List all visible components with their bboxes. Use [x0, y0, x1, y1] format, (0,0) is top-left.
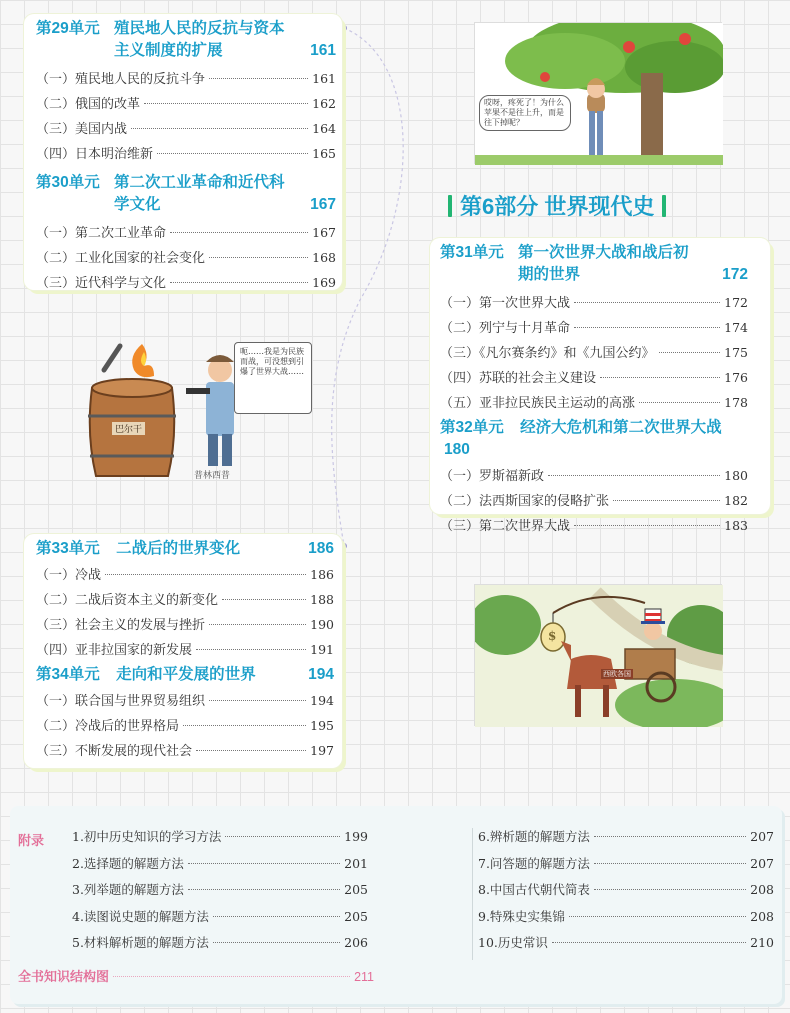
unit-34-page: 194 — [308, 666, 334, 683]
appendix-item-page: 207 — [750, 855, 774, 871]
unit-33-name: 二战后的世界变化 — [116, 540, 241, 557]
leader-dots — [574, 525, 720, 526]
uncle-sam-cart-illustration — [474, 584, 722, 726]
appendix-item-page: 206 — [344, 935, 368, 950]
leader-dots — [144, 103, 308, 104]
toc-item-label: （三）美国内战 — [36, 122, 128, 137]
leader-dots — [222, 599, 306, 600]
whole-book-structure[interactable] — [18, 964, 374, 989]
toc-item[interactable] — [440, 340, 748, 365]
toc-item-label: （五）亚非拉民族民主运动的高涨 — [440, 396, 636, 411]
toc-item[interactable] — [440, 290, 748, 315]
part-6-title-text: 第6部分 世界现代史 — [460, 194, 655, 219]
leader-dots — [209, 257, 308, 258]
horse-label: 西欧各国 — [603, 670, 631, 678]
appendix-panel — [10, 806, 782, 1004]
appendix-item-page: 201 — [344, 855, 368, 871]
unit-card-33-34 — [24, 534, 342, 768]
unit-29-title[interactable] — [36, 18, 336, 62]
unit-34-label: 第34单元 — [36, 666, 100, 683]
toc-item-page: 176 — [724, 370, 748, 385]
toc-item-page: 168 — [312, 250, 336, 265]
toc-item[interactable] — [36, 270, 336, 295]
toc-item[interactable] — [36, 141, 336, 166]
unit-29-label: 第29单元 — [36, 20, 100, 37]
toc-item-page: 190 — [310, 617, 334, 632]
toc-item-page: 191 — [310, 642, 334, 657]
newton-speech-bubble — [479, 95, 571, 131]
unit-31-title[interactable] — [440, 242, 748, 286]
appendix-right-column — [478, 824, 774, 957]
toc-item[interactable] — [36, 587, 334, 612]
toc-item[interactable] — [36, 245, 336, 270]
horse-cart-icon — [475, 585, 723, 727]
leader-dots — [131, 128, 308, 129]
appendix-left-column — [72, 824, 368, 957]
toc-item-label: （二）冷战后的世界格局 — [36, 719, 180, 734]
unit-33-label: 第33单元 — [36, 540, 100, 557]
appendix-item-label: 3.列举题的解题方法 — [72, 882, 184, 897]
appendix-item-label: 1.初中历史知识的学习方法 — [72, 829, 222, 844]
leader-dots — [213, 942, 340, 943]
toc-item[interactable] — [440, 315, 748, 340]
appendix-item-page: 208 — [750, 882, 774, 897]
leader-dots — [213, 916, 340, 917]
unit-card-31-32 — [430, 238, 770, 534]
unit-card-29-30 — [24, 14, 342, 290]
toc-item-page: 167 — [312, 225, 336, 240]
toc-item-label: （二）二战后资本主义的新变化 — [36, 593, 219, 608]
toc-item[interactable] — [36, 116, 336, 141]
appendix-item-page: 208 — [750, 908, 774, 924]
unit-31-label: 第31单元 — [440, 244, 504, 261]
toc-item[interactable] — [36, 637, 334, 662]
leader-dots — [225, 836, 340, 837]
money-sign: $ — [548, 629, 557, 643]
leader-dots — [188, 889, 340, 890]
toc-item-page: 172 — [724, 295, 748, 310]
toc-item-label: （三）不断发展的现代社会 — [36, 744, 193, 759]
toc-item[interactable] — [36, 220, 336, 245]
toc-item[interactable] — [36, 738, 334, 763]
toc-item[interactable] — [440, 390, 748, 415]
appendix-item-label: 9.特殊史实集锦 — [478, 908, 565, 924]
title-bar-left — [448, 195, 452, 217]
appendix-item-page: 207 — [750, 829, 774, 844]
toc-item[interactable] — [36, 612, 334, 637]
leader-dots — [183, 725, 306, 726]
leader-dots — [196, 750, 306, 751]
leader-dots — [170, 232, 308, 233]
leader-dots — [574, 302, 720, 303]
toc-item-label: （一）第一次世界大战 — [440, 296, 571, 311]
apple-tree-icon — [475, 23, 723, 165]
unit-32-page: 180 — [444, 441, 470, 458]
unit-29-name: 殖民地人民的反抗与资本主义制度的扩展 — [114, 20, 285, 59]
toc-item[interactable] — [36, 91, 336, 116]
unit-29-page: 161 — [310, 42, 336, 59]
toc-item-page: 182 — [724, 493, 748, 508]
toc-item-page: 183 — [724, 518, 748, 533]
toc-item-page: 195 — [310, 718, 334, 733]
leader-dots — [209, 624, 306, 625]
toc-item-label: （二）工业化国家的社会变化 — [36, 251, 206, 266]
leader-dots — [157, 153, 308, 154]
toc-item-label: （三）第二次世界大战 — [440, 519, 571, 534]
princip-bubble-text: 呃……我是为民族而战，可没想到引爆了世界大战…… — [240, 347, 304, 376]
toc-item-page: 186 — [310, 567, 334, 582]
toc-item-label: （二）列宁与十月革命 — [440, 321, 571, 336]
appendix-item[interactable] — [478, 930, 774, 957]
unit-31-page: 172 — [722, 266, 748, 283]
appendix-item[interactable] — [72, 824, 368, 851]
appendix-item[interactable] — [478, 904, 774, 931]
leader-dots — [594, 836, 746, 837]
unit-30-title[interactable] — [36, 172, 336, 216]
toc-item-label: （四）日本明治维新 — [36, 147, 154, 162]
appendix-item-label: 7.问答题的解题方法 — [478, 855, 590, 871]
toc-item-page: 162 — [312, 96, 336, 111]
leader-dots — [209, 78, 308, 79]
unit-31-name: 第一次世界大战和战后初期的世界 — [518, 244, 689, 283]
princip-name: 普林西普 — [194, 471, 231, 481]
appendix-item-label: 4.读图说史题的解题方法 — [72, 908, 209, 924]
toc-item-page: 164 — [312, 121, 336, 136]
appendix-item[interactable] — [72, 930, 368, 957]
toc-item-page: 178 — [724, 395, 748, 410]
leader-dots — [113, 976, 350, 977]
leader-dots — [639, 402, 720, 403]
toc-item-page: 175 — [724, 345, 748, 360]
toc-item-page: 174 — [724, 320, 748, 335]
appendix-item-label: 8.中国古代朝代简表 — [478, 882, 590, 897]
toc-item-label: （一）罗斯福新政 — [440, 469, 545, 484]
appendix-item[interactable] — [72, 877, 368, 904]
unit-33-title[interactable] — [36, 538, 334, 560]
toc-item-label: （三）社会主义的发展与挫折 — [36, 618, 206, 633]
whole-book-item[interactable] — [18, 964, 374, 989]
toc-item-page: 180 — [724, 468, 748, 483]
unit-34-title[interactable] — [36, 664, 334, 686]
toc-item-label: （三）《凡尔赛条约》和《九国公约》 — [440, 346, 655, 361]
leader-dots — [196, 649, 306, 650]
unit-34-name: 走向和平发展的世界 — [116, 666, 256, 683]
leader-dots — [594, 863, 746, 864]
appendix-divider — [472, 828, 473, 960]
toc-item-label: （一）殖民地人民的反抗斗争 — [36, 72, 206, 87]
appendix-item[interactable] — [72, 851, 368, 878]
toc-item[interactable] — [36, 562, 334, 587]
leader-dots — [105, 574, 306, 575]
leader-dots — [600, 377, 720, 378]
newton-apple-illustration — [474, 22, 722, 164]
toc-item-label: （二）法西斯国家的侵略扩张 — [440, 494, 610, 509]
toc-item-page: 194 — [310, 693, 334, 708]
appendix-item-page: 205 — [344, 908, 368, 924]
leader-dots — [552, 942, 746, 943]
appendix-item-label: 5.材料解析题的解题方法 — [72, 935, 209, 950]
toc-item-page: 161 — [312, 71, 336, 86]
unit-30-label: 第30单元 — [36, 174, 100, 191]
unit-33-page: 186 — [308, 540, 334, 557]
toc-item-label: （一）联合国与世界贸易组织 — [36, 694, 206, 709]
leader-dots — [613, 500, 720, 501]
appendix-item-page: 199 — [344, 829, 368, 844]
toc-item-page: 197 — [310, 743, 334, 758]
appendix-item[interactable] — [478, 824, 774, 851]
leader-dots — [548, 475, 720, 476]
toc-item-page: 165 — [312, 146, 336, 161]
leader-dots — [188, 863, 340, 864]
appendix-item[interactable] — [478, 877, 774, 904]
appendix-item-label: 2.选择题的解题方法 — [72, 855, 184, 871]
toc-item-page: 188 — [310, 592, 334, 607]
appendix-item-label: 10.历史常识 — [478, 935, 548, 950]
leader-dots — [574, 327, 720, 328]
appendix-item-page: 205 — [344, 882, 368, 897]
whole-book-label: 全书知识结构图 — [18, 969, 110, 984]
toc-item[interactable] — [36, 66, 336, 91]
unit-32-name: 经济大危机和第二次世界大战 — [520, 419, 722, 436]
toc-item[interactable] — [36, 688, 334, 713]
appendix-item-page: 210 — [750, 935, 774, 950]
princip-barrel-illustration — [84, 340, 314, 480]
toc-item[interactable] — [440, 365, 748, 390]
appendix-item[interactable] — [72, 904, 368, 931]
unit-30-page: 167 — [310, 196, 336, 213]
toc-item-page: 169 — [312, 275, 336, 290]
toc-item[interactable] — [440, 488, 748, 513]
princip-speech-bubble — [234, 342, 312, 414]
toc-item-label: （一）冷战 — [36, 568, 102, 583]
barrel-label: 巴尔干 — [112, 422, 145, 435]
toc-item-label: （二）俄国的改革 — [36, 97, 141, 112]
unit-32-title[interactable] — [440, 417, 748, 461]
appendix-item-label: 6.辨析题的解题方法 — [478, 829, 590, 844]
leader-dots — [594, 889, 746, 890]
toc-item-label: （四）苏联的社会主义建设 — [440, 371, 597, 386]
part-6-title — [440, 190, 674, 221]
appendix-item[interactable] — [478, 851, 774, 878]
toc-item-label: （四）亚非拉国家的新发展 — [36, 643, 193, 658]
toc-item-label: （三）近代科学与文化 — [36, 276, 167, 291]
toc-item-label: （一）第二次工业革命 — [36, 226, 167, 241]
newton-bubble-text: 哎呀，疼死了！为什么苹果不是往上升，而是往下掉呢？ — [484, 98, 564, 127]
leader-dots — [209, 700, 306, 701]
leader-dots — [659, 352, 721, 353]
unit-30-name: 第二次工业革命和近代科学文化 — [114, 174, 285, 213]
leader-dots — [170, 282, 308, 283]
toc-item[interactable] — [36, 713, 334, 738]
title-bar-right — [662, 195, 666, 217]
unit-32-label: 第32单元 — [440, 419, 504, 436]
leader-dots — [569, 916, 746, 917]
toc-item[interactable] — [440, 463, 748, 488]
toc-item[interactable] — [440, 513, 748, 538]
whole-book-page: 211 — [354, 970, 374, 984]
appendix-label: 附录 — [18, 833, 45, 848]
